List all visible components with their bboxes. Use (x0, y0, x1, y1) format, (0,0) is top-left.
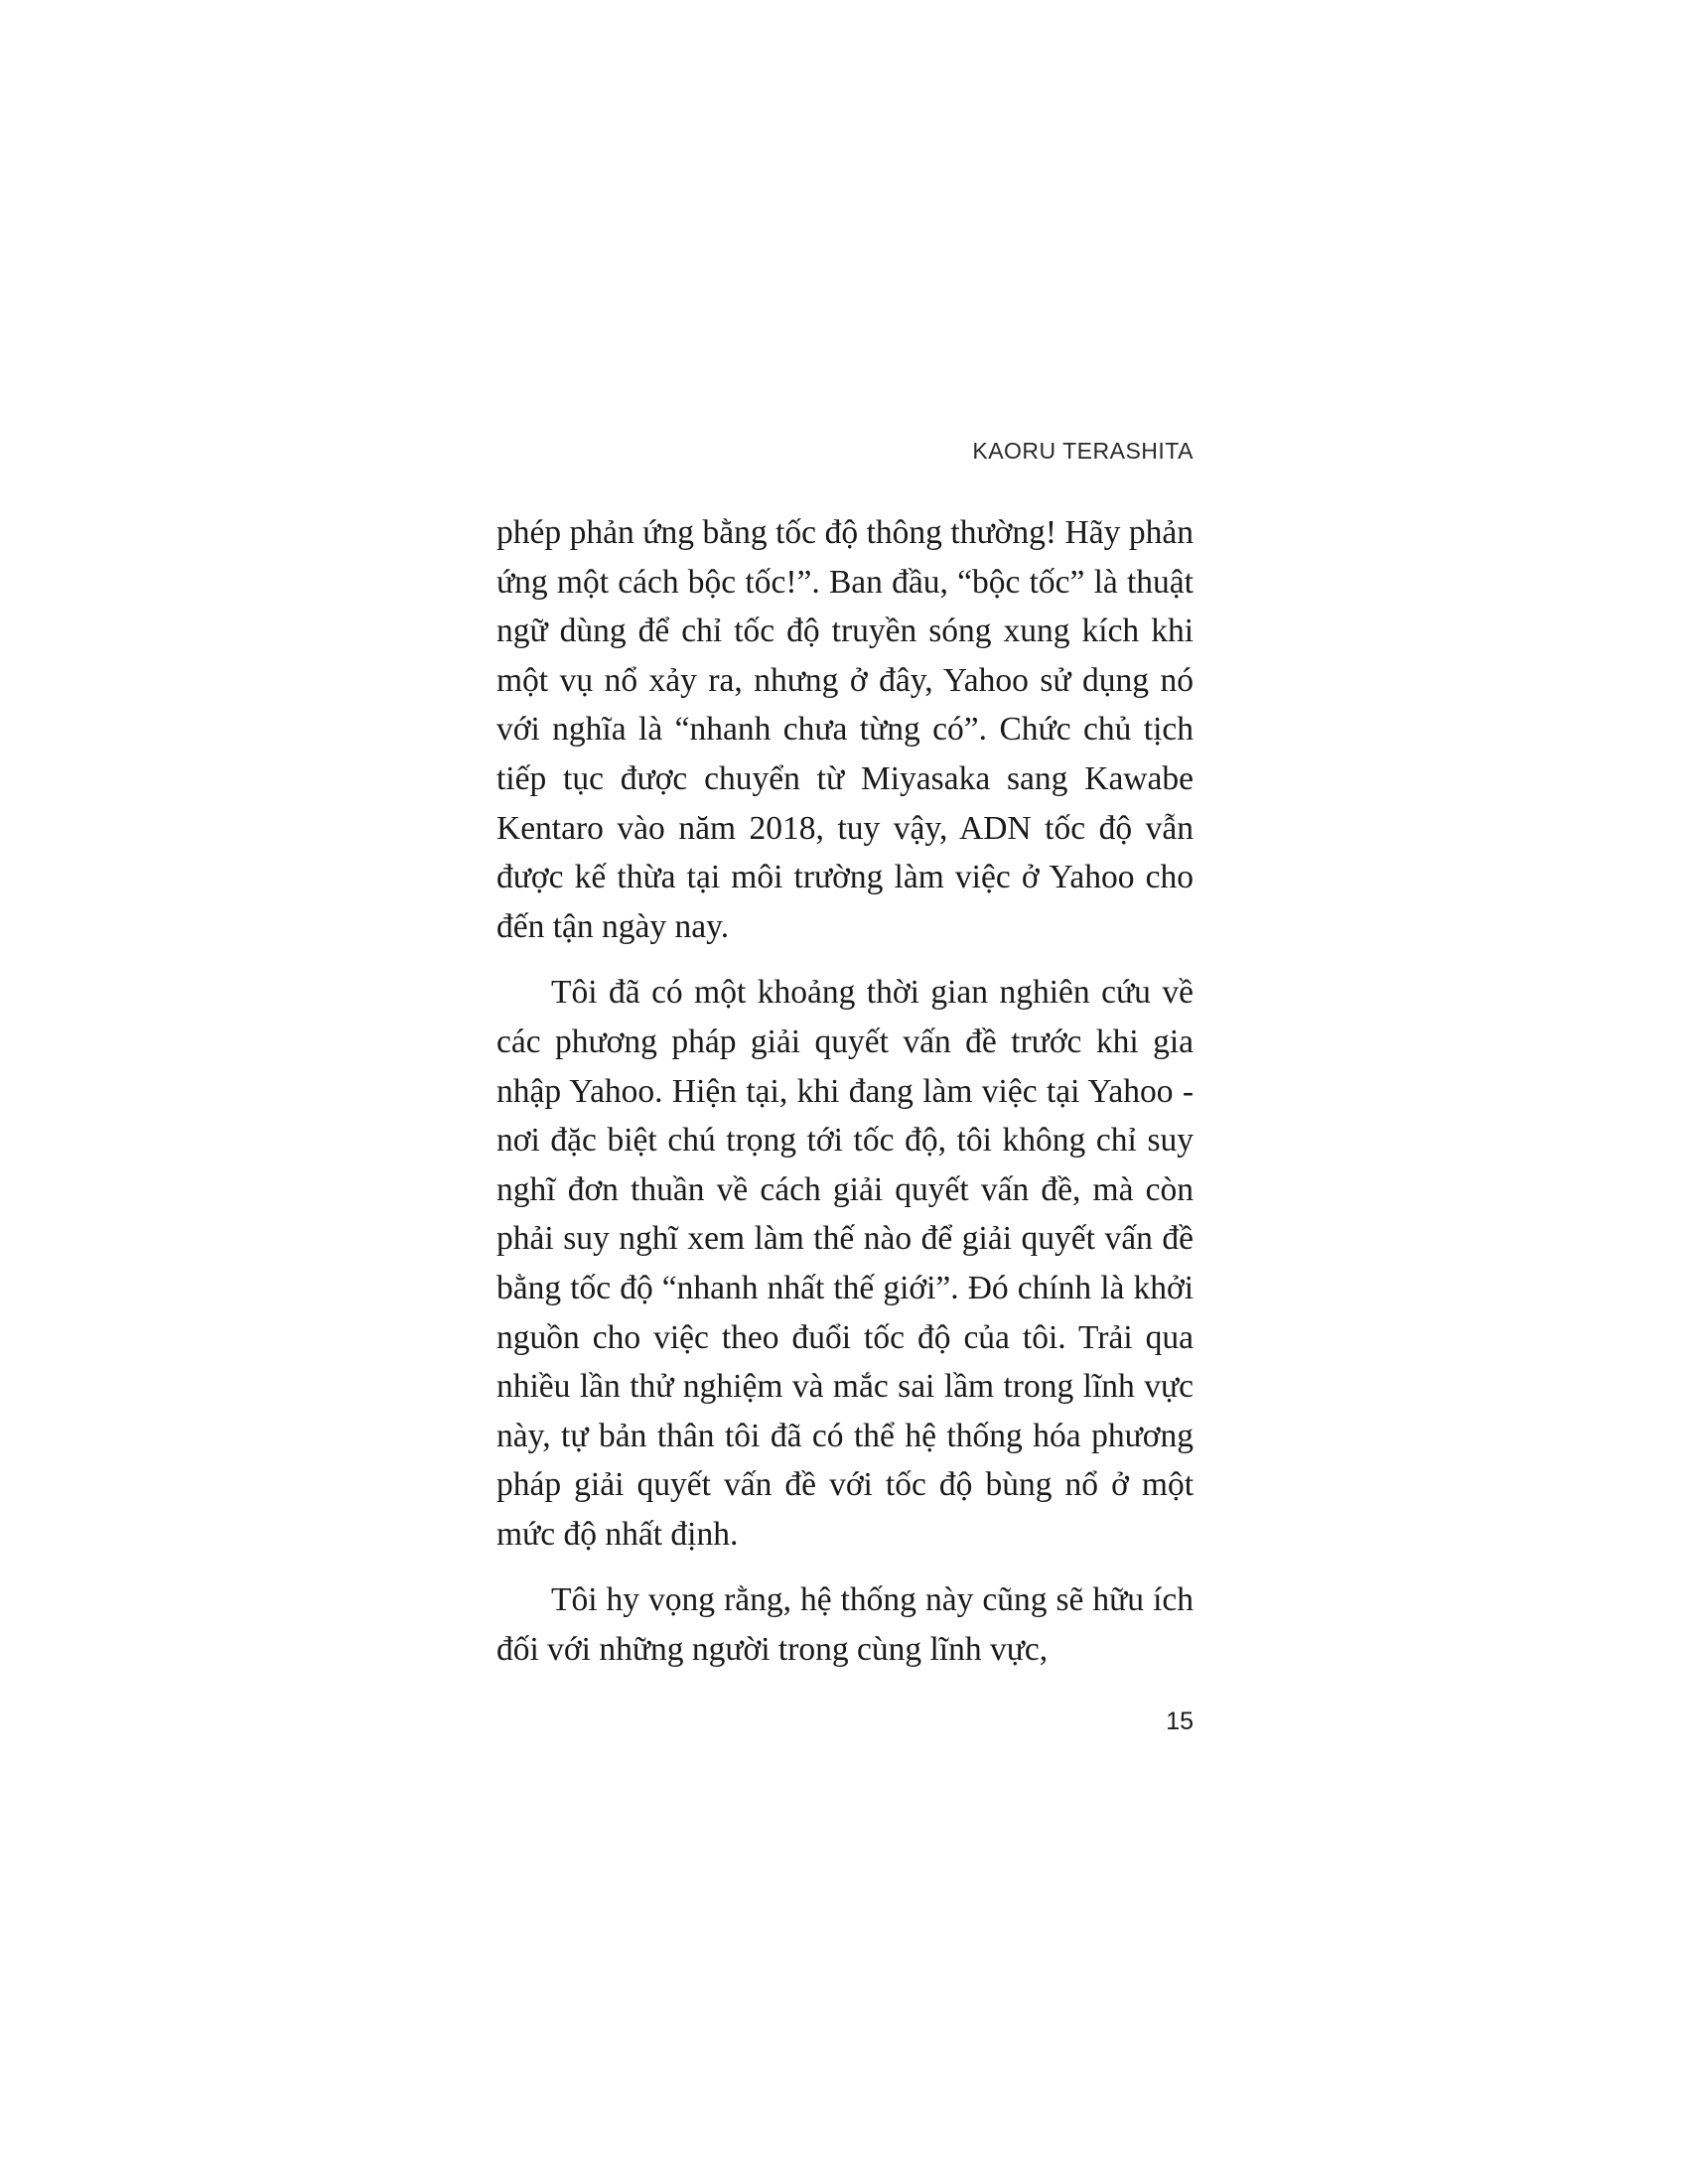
page-number: 15 (1166, 1707, 1194, 1735)
running-header-author: KAORU TERASHITA (972, 438, 1194, 464)
paragraph-continuation: phép phản ứng bằng tốc độ thông thường! Hãy phản ứng một cách bộc tốc!”. Ban đầu, “bộc tốc” là thuật ngữ dùng để chỉ tốc độ truyền sóng xung kích khi một vụ nổ xảy ra, nhưng ở đây, Yahoo sử dụng nó với nghĩa là “nhanh chưa từng có”. Chức chủ tịch tiếp tục được chuyển từ Miyasaka sang Kawabe Kentaro vào năm 2018, tuy vậy, ADN tốc độ vẫn được kế thừa tại môi trường làm việc ở Yahoo cho đến tận ngày nay. (496, 514, 1194, 945)
paragraph: Tôi hy vọng rằng, hệ thống này cũng sẽ hữu ích đối với những người trong cùng lĩnh vực, (496, 1581, 1194, 1669)
paragraph: Tôi đã có một khoảng thời gian nghiên cứu về các phương pháp giải quyết vấn đề trước khi gia nhập Yahoo. Hiện tại, khi đang làm việc tại Yahoo - nơi đặc biệt chú trọng tới tốc độ, tôi không chỉ suy nghĩ đơn thuần về cách giải quyết vấn đề, mà còn phải suy nghĩ xem làm thế nào để giải quyết vấn đề bằng tốc độ “nhanh nhất thế giới”. Đó chính là khởi nguồn cho việc theo đuổi tốc độ của tôi. Trải qua nhiều lần thử nghiệm và mắc sai lầm trong lĩnh vực này, tự bản thân tôi đã có thể hệ thống hóa phương pháp giải quyết vấn đề với tốc độ bùng nổ ở một mức độ nhất định. (496, 974, 1194, 1553)
body-text (496, 508, 1194, 1675)
